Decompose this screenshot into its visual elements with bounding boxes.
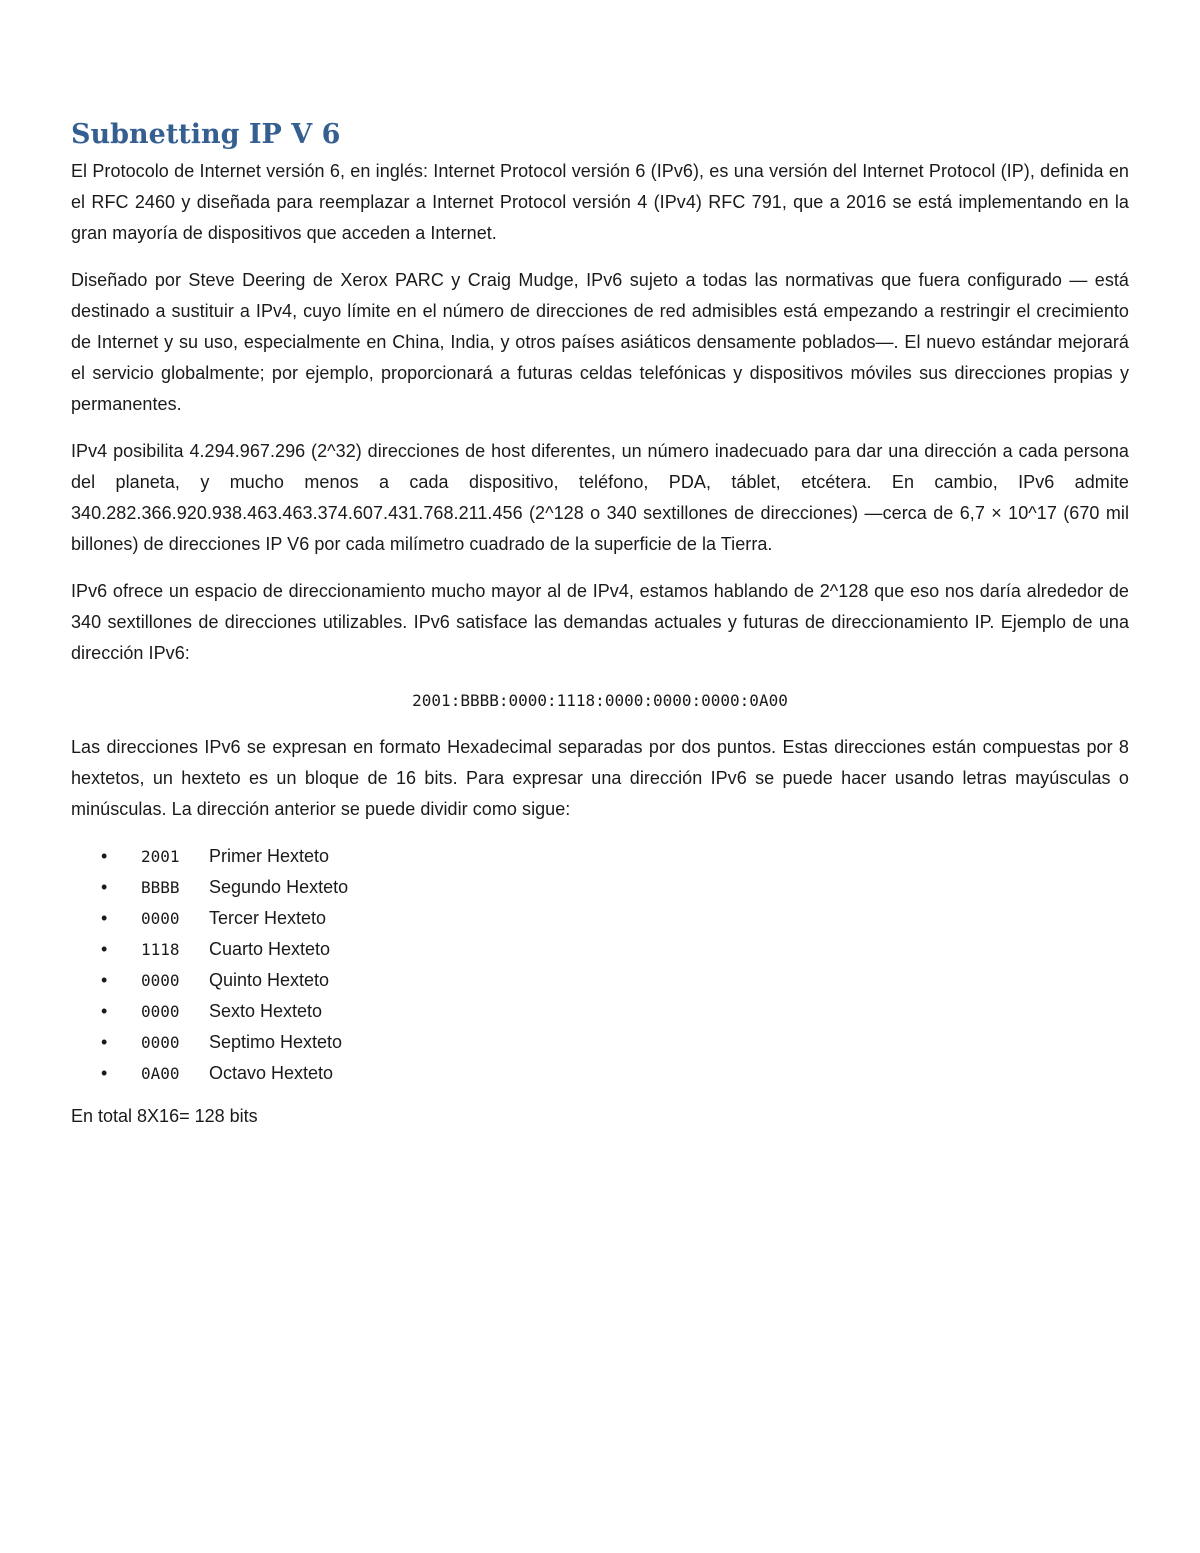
document-title: Subnetting IP V 6	[71, 119, 341, 150]
list-item	[71, 903, 1129, 934]
hextet-label: Quinto Hexteto	[209, 970, 330, 990]
list-item	[71, 996, 1129, 1027]
hextet-label: Sexto Hexteto	[209, 1001, 323, 1021]
list-item	[71, 1027, 1129, 1058]
total-bits-line: En total 8X16= 128 bits	[71, 1106, 258, 1126]
ipv4-capacity-paragraph: IPv4 posibilita 4.294.967.296 (2^32) direcciones de host diferentes, un número inadecuado para dar una dirección a cada persona del planeta, y mucho menos a cada dispositivo, teléfono, PDA, táblet, etcétera. En cambio, IPv6 admite 340.282.366.920.938.463.463.374.607.431.768.211.456 (2^128 o 340 sextillones de direcciones) —cerca de 6,7 × 10^17 (670 mil billones) de direcciones IP V6 por cada milímetro cuadrado de la superficie de la Tierra.	[71, 441, 1129, 554]
ipv6-space-paragraph: IPv6 ofrece un espacio de direccionamiento mucho mayor al de IPv4, estamos hablando de 2^128 que eso nos daría alrededor de 340 sextillones de direcciones utilizables. IPv6 satisface las demandas actuales y futuras de direccionamiento IP. Ejemplo de una dirección IPv6:	[71, 581, 1129, 663]
hextet-label: Segundo Hexteto	[209, 877, 349, 897]
hextet-code: 0000	[141, 971, 180, 990]
hextet-label: Primer Hexteto	[209, 846, 330, 866]
document-page	[71, 118, 1129, 1132]
hextet-label: Tercer Hexteto	[209, 908, 327, 928]
bullet-icon: •	[101, 1032, 108, 1052]
list-item	[71, 965, 1129, 996]
hextet-label: Septimo Hexteto	[209, 1032, 343, 1052]
design-paragraph: Diseñado por Steve Deering de Xerox PARC y Craig Mudge, IPv6 sujeto a todas las normativas que fuera configurado — está destinado a sustituir a IPv4, cuyo límite en el número de direcciones de red admisibles está empezando a restringir el crecimiento de Internet y su uso, especialmente en China, India, y otros países asiáticos densamente poblados—. El nuevo estándar mejorará el servicio globalmente; por ejemplo, proporcionará a futuras celdas telefónicas y dispositivos móviles sus direcciones propias y permanentes.	[71, 270, 1129, 414]
list-item	[71, 841, 1129, 872]
bullet-icon: •	[101, 1063, 108, 1083]
hextet-code: 0A00	[141, 1064, 180, 1083]
hextet-list	[71, 841, 1129, 1089]
bullet-icon: •	[101, 877, 108, 897]
hextet-code: 0000	[141, 909, 180, 928]
hextet-label: Octavo Hexteto	[209, 1063, 334, 1083]
hextet-code: BBBB	[141, 878, 180, 897]
list-item	[71, 934, 1129, 965]
hextet-code: 2001	[141, 847, 180, 866]
hextet-code: 1118	[141, 940, 180, 959]
bullet-icon: •	[101, 908, 108, 928]
bullet-icon: •	[101, 939, 108, 959]
bullet-icon: •	[101, 1001, 108, 1021]
hextet-label: Cuarto Hexteto	[209, 939, 331, 959]
intro-paragraph: El Protocolo de Internet versión 6, en inglés: Internet Protocol versión 6 (IPv6), es una versión del Internet Protocol (IP), definida en el RFC 2460 y diseñada para reemplazar a Internet Protocol versión 4 (IPv4) RFC 791, que a 2016 se está implementando en la gran mayoría de dispositivos que acceden a Internet.	[71, 161, 1129, 243]
list-item	[71, 1058, 1129, 1089]
hextet-code: 0000	[141, 1002, 180, 1021]
example-ipv6-address: 2001:BBBB:0000:1118:0000:0000:0000:0A00	[412, 691, 788, 710]
hextet-code: 0000	[141, 1033, 180, 1052]
bullet-icon: •	[101, 970, 108, 990]
bullet-icon: •	[101, 846, 108, 866]
format-paragraph: Las direcciones IPv6 se expresan en formato Hexadecimal separadas por dos puntos. Estas direcciones están compuestas por 8 hextetos, un hexteto es un bloque de 16 bits. Para expresar una dirección IPv6 se puede hacer usando letras mayúsculas o minúsculas. La dirección anterior se puede dividir como sigue:	[71, 737, 1129, 819]
list-item	[71, 872, 1129, 903]
